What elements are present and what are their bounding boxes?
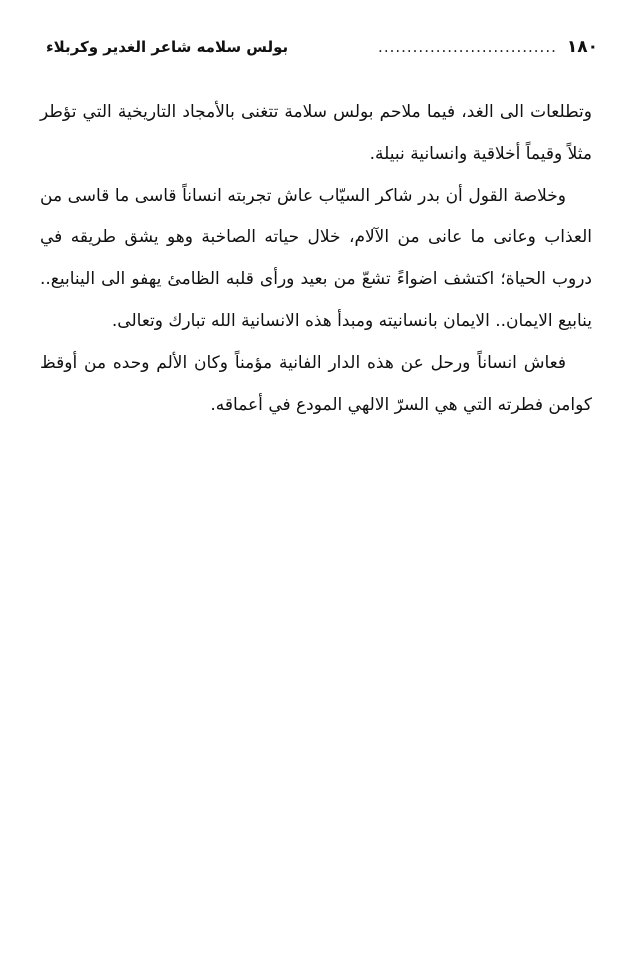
paragraph-2: وخلاصة القول أن بدر شاكر السيّاب عاش تجربته انساناً قاسى ما قاسى من العذاب وعانى ما عانى من الآلام، خلال حياته الصاخبة وهو يشق طريقه في دروب الحياة؛ اكتشف اضواءً تشعّ من بعيد ورأى قلبه الظامئ يهفو الى الينابيع.. ينابيع الايمان.. الايمان بانسانيته ومبدأ هذه الانسانية الله تبارك وتعالى. <box>40 185 592 331</box>
paragraph-1: وتطلعات الى الغد، فيما ملاحم بولس سلامة تتغنى بالأمجاد التاريخية التي تؤطر مثلاً وقيماً أخلاقية وانسانية نبيلة. <box>40 102 592 164</box>
header-leader-dots: ............................... <box>378 38 557 56</box>
paragraph-3: فعاش انساناً ورحل عن هذه الدار الفانية مؤمناً وكان الألم وحده من أوقظ كوامن فطرته التي هي السرّ الالهي المودع في أعماقه. <box>40 352 592 415</box>
running-header <box>46 30 598 64</box>
running-header-title: بولس سلامه شاعر الغدير وكربلاء <box>46 38 289 56</box>
page-number: ١٨٠ <box>566 37 598 57</box>
body-text <box>40 92 592 426</box>
